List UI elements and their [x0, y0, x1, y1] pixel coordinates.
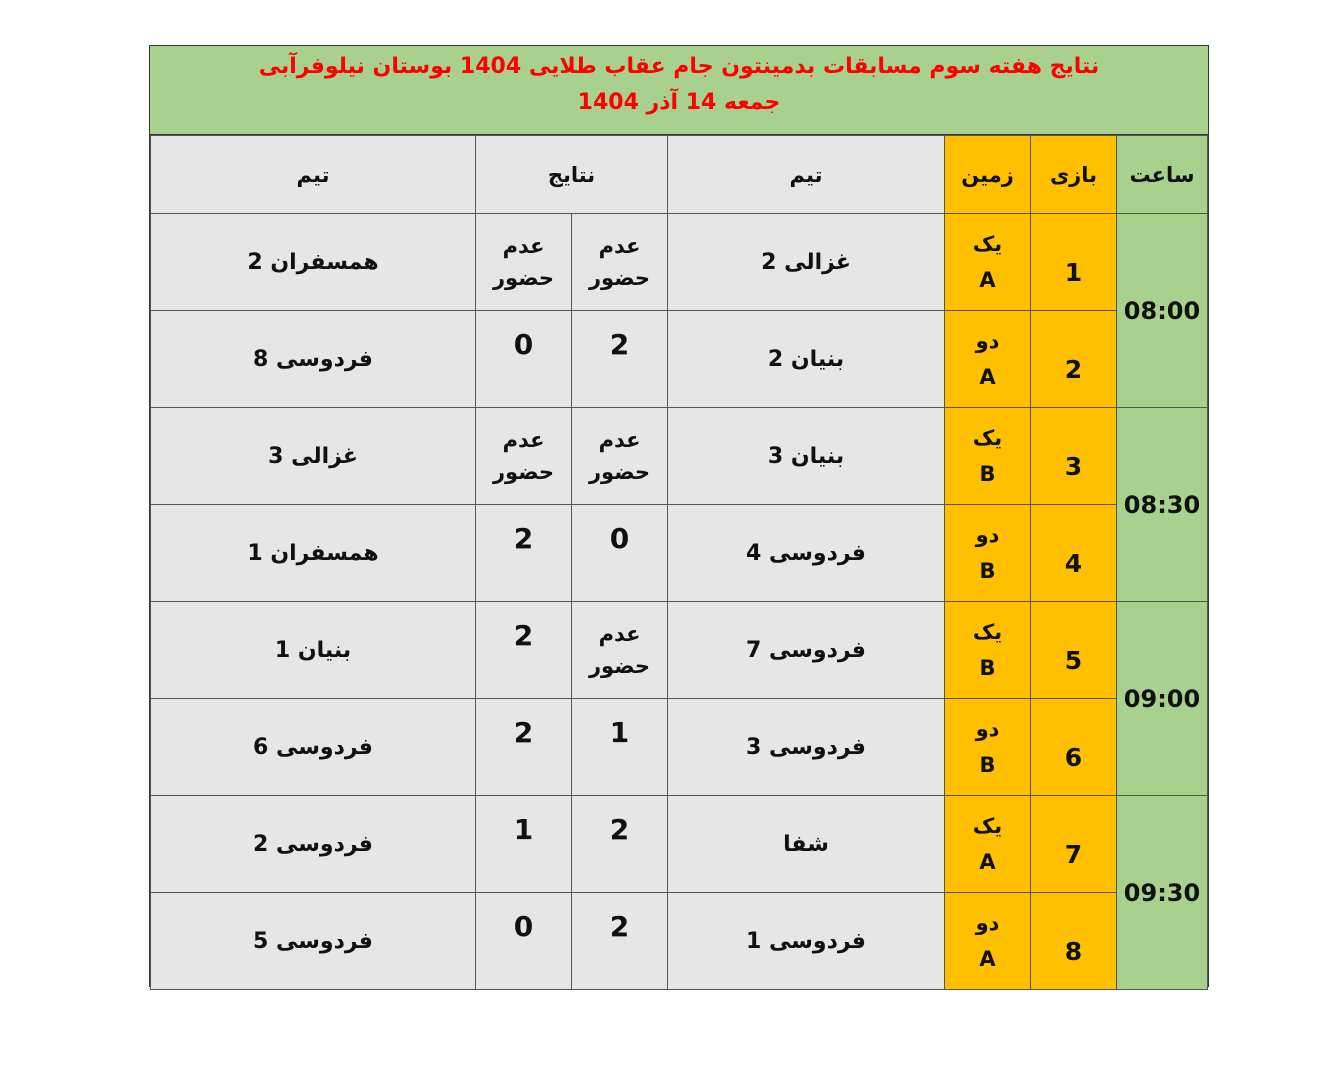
match-row — [151, 699, 1208, 796]
team-right-name: بنیان 3 — [668, 408, 945, 505]
court-name: یک — [972, 620, 1003, 644]
court-cell — [945, 311, 1031, 408]
score-value: 2 — [513, 521, 534, 555]
match-number — [1031, 699, 1117, 796]
team-right-name: فردوسی 1 — [668, 893, 945, 990]
team-left-name: بنیان 1 — [151, 602, 476, 699]
team-left-name: فردوسی 6 — [151, 699, 476, 796]
absent-line1: عدم — [598, 428, 641, 452]
court-letter: A — [979, 365, 996, 389]
score-right — [572, 893, 668, 990]
score-value: 2 — [609, 812, 630, 846]
team-left-name: همسفران 1 — [151, 505, 476, 602]
team-right-name: بنیان 2 — [668, 311, 945, 408]
court-cell — [945, 214, 1031, 311]
court-name: یک — [972, 814, 1003, 838]
score-value: 2 — [513, 618, 534, 652]
score-value: 2 — [609, 909, 630, 943]
time-slot: 08:00 — [1117, 214, 1208, 408]
team-left-name: غزالی 3 — [151, 408, 476, 505]
match-number — [1031, 311, 1117, 408]
header-team-left: تیم — [151, 136, 476, 214]
score-right — [572, 408, 668, 505]
court-cell — [945, 408, 1031, 505]
time-slot: 09:30 — [1117, 796, 1208, 990]
court-letter: A — [979, 268, 996, 292]
court-cell — [945, 893, 1031, 990]
match-number-value: 2 — [1064, 354, 1083, 384]
match-row — [151, 408, 1208, 505]
absent-line2: حضور — [492, 266, 555, 290]
court-cell — [945, 699, 1031, 796]
match-row — [151, 505, 1208, 602]
score-left — [476, 408, 572, 505]
absent-line2: حضور — [588, 266, 651, 290]
court-name: دو — [975, 329, 1000, 353]
team-right-name: فردوسی 7 — [668, 602, 945, 699]
match-number-value: 5 — [1064, 645, 1083, 675]
header-match: بازی — [1031, 136, 1117, 214]
match-number-value: 3 — [1064, 451, 1083, 481]
score-right — [572, 796, 668, 893]
team-right-name: غزالی 2 — [668, 214, 945, 311]
match-row — [151, 796, 1208, 893]
team-left-name: فردوسی 5 — [151, 893, 476, 990]
match-row — [151, 214, 1208, 311]
score-value: 0 — [513, 909, 534, 943]
court-letter: B — [979, 656, 996, 680]
score-value: 2 — [609, 327, 630, 361]
header-results: نتایج — [476, 136, 668, 214]
court-name: یک — [972, 426, 1003, 450]
match-row — [151, 311, 1208, 408]
court-name: دو — [975, 911, 1000, 935]
absent-label — [572, 230, 667, 294]
match-number-value: 6 — [1064, 742, 1083, 772]
header-time: ساعت — [1117, 136, 1208, 214]
title-bar — [150, 46, 1208, 135]
score-left — [476, 311, 572, 408]
court-cell — [945, 505, 1031, 602]
time-slot: 09:00 — [1117, 602, 1208, 796]
court-letter: A — [979, 850, 996, 874]
absent-label — [476, 230, 571, 294]
match-number — [1031, 602, 1117, 699]
team-left-name: همسفران 2 — [151, 214, 476, 311]
match-row — [151, 893, 1208, 990]
court-letter: A — [979, 947, 996, 971]
header-court: زمین — [945, 136, 1031, 214]
score-left — [476, 699, 572, 796]
score-right — [572, 311, 668, 408]
team-left-name: فردوسی 2 — [151, 796, 476, 893]
score-value: 1 — [609, 715, 630, 749]
absent-label — [572, 424, 667, 488]
court-letter: B — [979, 462, 996, 486]
score-left — [476, 214, 572, 311]
court-letter: B — [979, 753, 996, 777]
team-right-name: شفا — [668, 796, 945, 893]
match-number-value: 1 — [1064, 257, 1083, 287]
court-name: یک — [972, 232, 1003, 256]
page-subtitle-date: جمعه 14 آذر 1404 — [577, 90, 781, 115]
court-cell — [945, 602, 1031, 699]
page-title: نتایج هفته سوم مسابقات بدمینتون جام عقاب طلایی 1404 بوستان نیلوفرآبی — [258, 54, 1100, 79]
results-sheet — [149, 45, 1209, 987]
absent-line2: حضور — [492, 460, 555, 484]
court-letter: B — [979, 559, 996, 583]
score-right — [572, 505, 668, 602]
header-team-right: تیم — [668, 136, 945, 214]
team-right-name: فردوسی 3 — [668, 699, 945, 796]
score-left — [476, 505, 572, 602]
time-slot: 08:30 — [1117, 408, 1208, 602]
match-number — [1031, 893, 1117, 990]
score-left — [476, 796, 572, 893]
score-value: 0 — [513, 327, 534, 361]
score-right — [572, 602, 668, 699]
score-left — [476, 602, 572, 699]
court-cell — [945, 796, 1031, 893]
match-row — [151, 602, 1208, 699]
absent-line1: عدم — [502, 234, 545, 258]
score-value: 0 — [609, 521, 630, 555]
match-number-value: 4 — [1064, 548, 1083, 578]
match-number-value: 7 — [1064, 839, 1083, 869]
match-number — [1031, 505, 1117, 602]
absent-line1: عدم — [502, 428, 545, 452]
absent-label — [476, 424, 571, 488]
match-number — [1031, 408, 1117, 505]
court-name: دو — [975, 717, 1000, 741]
match-number — [1031, 214, 1117, 311]
team-left-name: فردوسی 8 — [151, 311, 476, 408]
team-right-name: فردوسی 4 — [668, 505, 945, 602]
absent-label — [572, 618, 667, 682]
absent-line1: عدم — [598, 622, 641, 646]
absent-line2: حضور — [588, 654, 651, 678]
score-value: 2 — [513, 715, 534, 749]
header-row — [151, 136, 1208, 214]
absent-line1: عدم — [598, 234, 641, 258]
score-left — [476, 893, 572, 990]
score-right — [572, 214, 668, 311]
score-value: 1 — [513, 812, 534, 846]
match-number — [1031, 796, 1117, 893]
match-number-value: 8 — [1064, 936, 1083, 966]
results-table — [150, 135, 1208, 990]
score-right — [572, 699, 668, 796]
absent-line2: حضور — [588, 460, 651, 484]
court-name: دو — [975, 523, 1000, 547]
